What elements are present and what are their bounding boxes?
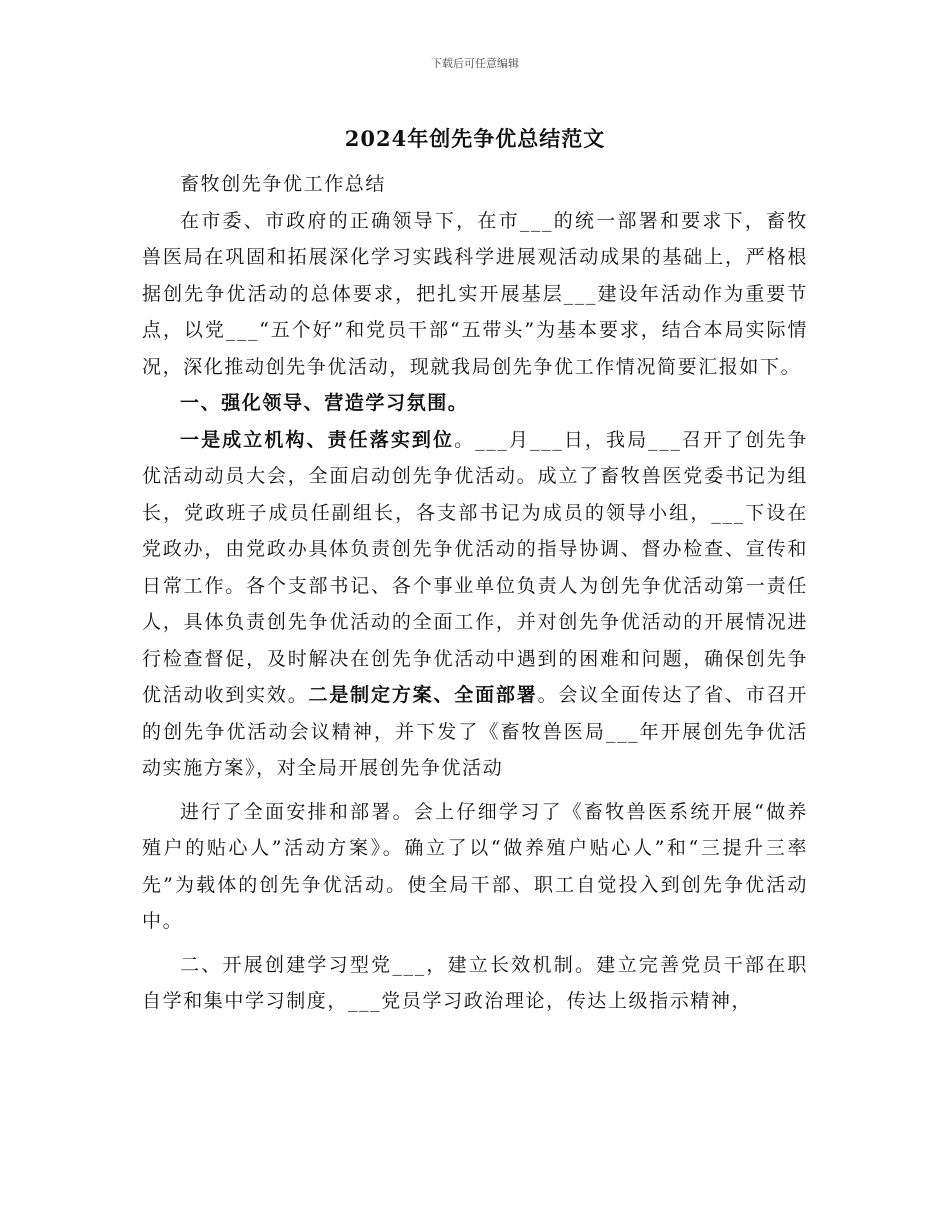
section-2-paragraph: 二、开展创建学习型党___，建立长效机制。建立完善党员干部在职自学和集中学习制度，___党员学习政治理论，传达上级指示精神，	[142, 953, 808, 1012]
section-1-point-1-body: 。___月___日，我局___召开了创先争优活动动员大会，全面启动创先争优活动。成立了畜牧兽医党委书记为组长，党政班子成员任副组长，各支部书记为成员的领导小组，___下设在党政办，由党政办具体负责创先争优活动的指导协调、督办检查、宣传和日常工作。各个支部书记、各个事业单位负责人为创先争优活动第一责任人，具体负责创先争优活动的全面工作，并对创先争优活动的开展情况进行检查督促，及时解决在创先争优活动中遇到的困难和问题，确保创先争优活动收到实效。	[142, 428, 808, 706]
section-1-point-2-body: 。会议全面传达了省、市召开的创先争优活动会议精神，并下发了《畜牧兽医局___年开展创先争优活动实施方案》，对全局开展创先争优活动	[142, 684, 808, 779]
header-note: 下载后可任意编辑	[431, 57, 519, 70]
section-1-paragraph	[142, 422, 808, 787]
intro-paragraph: 在市委、市政府的正确领导下，在市___的统一部署和要求下，畜牧兽医局在巩固和拓展深化学习实践科学进展观活动成果的基础上，严格根据创先争优活动的总体要求，把扎实开展基层___建设年活动作为重要节点，以党___“五个好”和党员干部“五带头”为基本要求，结合本局实际情况，深化推动创先争优活动，现就我局创先争优工作情况简要汇报如下。	[142, 209, 808, 378]
section-1-point-1-lead: 一是成立机构、责任落实到位	[180, 428, 455, 451]
document-title: 2024年创先争优总结范文	[344, 126, 606, 151]
document-subtitle: 畜牧创先争优工作总结	[180, 173, 387, 195]
section-1-point-2-lead: 二是制定方案、全面部署	[308, 684, 538, 706]
section-1-heading: 一、强化领导、营造学习氛围。	[180, 392, 469, 414]
continued-paragraph: 进行了全面安排和部署。会上仔细学习了《畜牧兽医系统开展“做养殖户的贴心人”活动方案》。确立了以“做养殖户贴心人”和“三提升三率先”为载体的创先争优活动。使全局干部、职工自觉投入到创先争优活动中。	[142, 800, 808, 932]
document-body	[142, 166, 808, 1020]
